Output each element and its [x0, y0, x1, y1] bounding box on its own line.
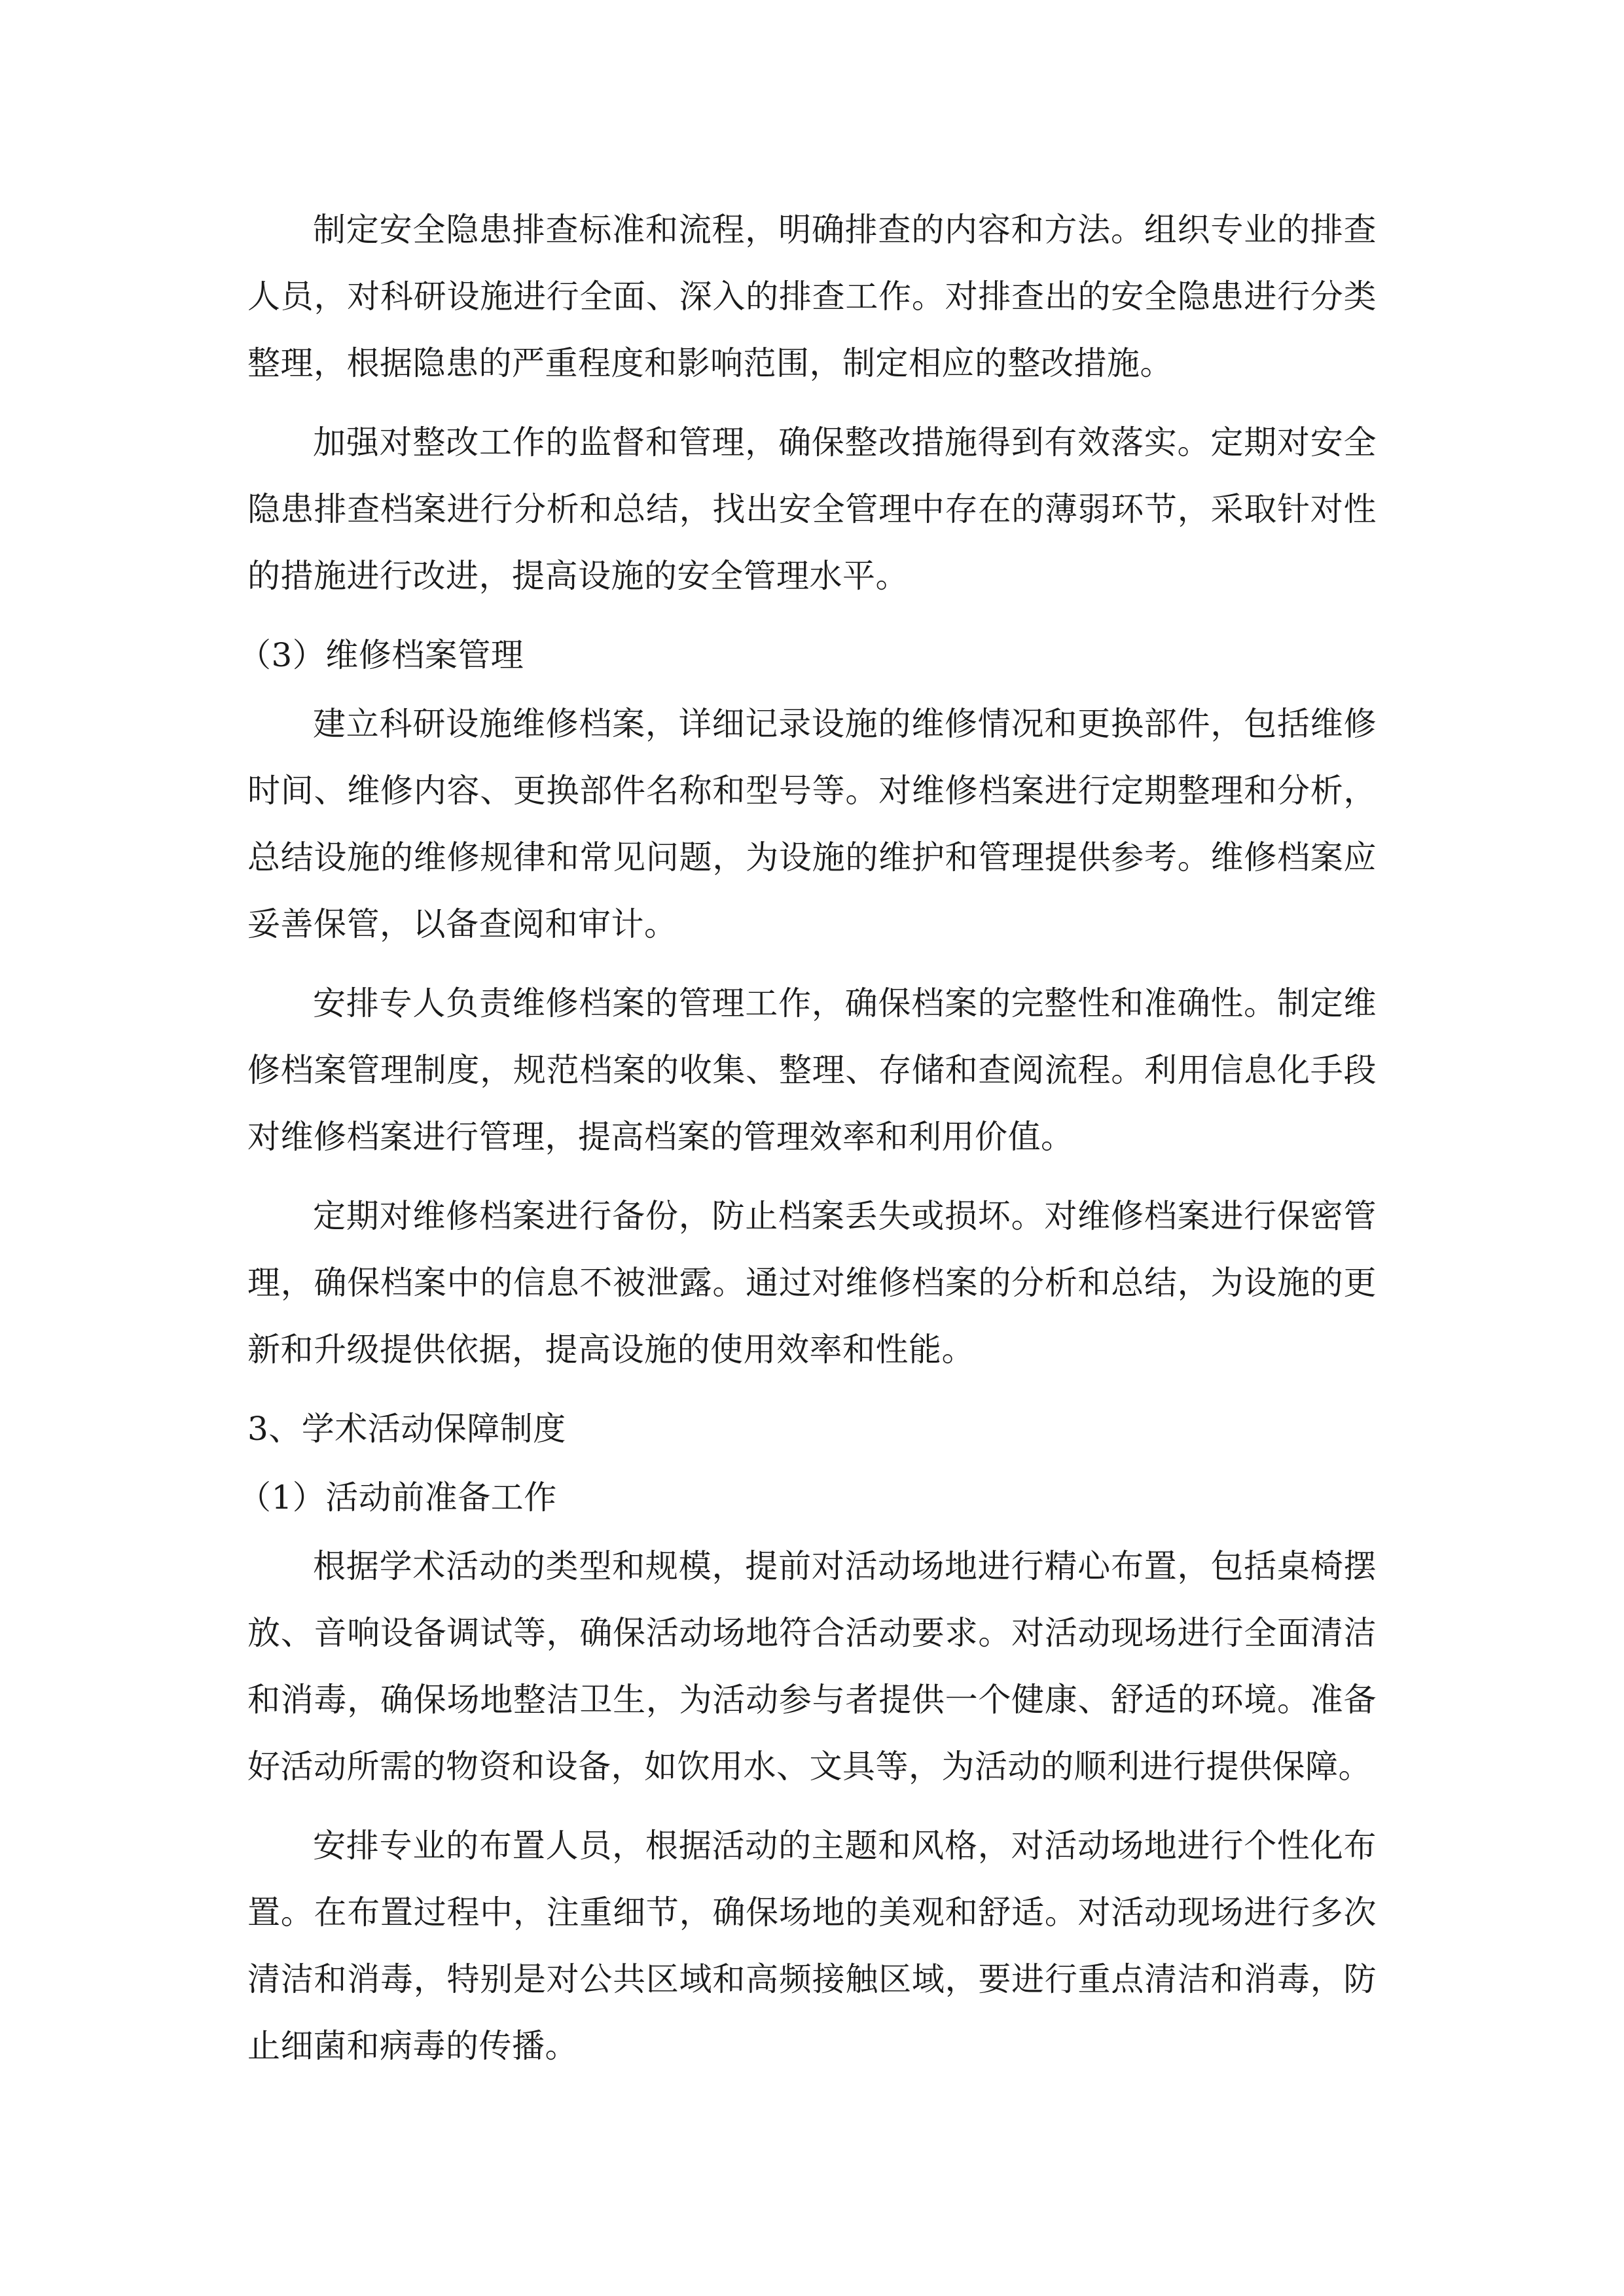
- paragraph-venue-decoration: 安排专业的布置人员，根据活动的主题和风格，对活动场地进行个性化布置。在布置过程中，注重细节，确保场地的美观和舒适。对活动现场进行多次清洁和消毒，特别是对公共区域和高频接触区域，要进行重点清洁和消毒，防止细菌和病毒的传播。: [247, 1827, 1377, 2065]
- section-heading-academic-activity: 3、学术活动保障制度: [247, 1410, 566, 1448]
- paragraph-archive-backup: 定期对维修档案进行备份，防止档案丢失或损坏。对维修档案进行保密管理，确保档案中的信息不被泄露。通过对维修档案的分析和总结，为设施的更新和升级提供依据，提高设施的使用效率和性能。: [247, 1197, 1377, 1369]
- paragraph-hazard-standards: 制定安全隐患排查标准和流程，明确排查的内容和方法。组织专业的排查人员，对科研设施进行全面、深入的排查工作。对排查出的安全隐患进行分类整理，根据隐患的严重程度和影响范围，制定相应的整改措施。: [247, 211, 1377, 382]
- paragraph-maintenance-archive-setup: 建立科研设施维修档案，详细记录设施的维修情况和更换部件，包括维修时间、维修内容、更换部件名称和型号等。对维修档案进行定期整理和分析，总结设施的维修规律和常见问题，为设施的维护和管理提供参考。维修档案应妥善保管，以备查阅和审计。: [247, 705, 1377, 943]
- paragraph-venue-preparation: 根据学术活动的类型和规模，提前对活动场地进行精心布置，包括桌椅摆放、音响设备调试等，确保活动场地符合活动要求。对活动现场进行全面清洁和消毒，确保场地整洁卫生，为活动参与者提供一个健康、舒适的环境。准备好活动所需的物资和设备，如饮用水、文具等，为活动的顺利进行提供保障。: [247, 1547, 1377, 1785]
- document-body: [238, 196, 1377, 2092]
- subheading-pre-activity-preparation: （1）活动前准备工作: [238, 1479, 557, 1516]
- paragraph-archive-management: 安排专人负责维修档案的管理工作，确保档案的完整性和准确性。制定维修档案管理制度，规范档案的收集、整理、存储和查阅流程。利用信息化手段对维修档案进行管理，提高档案的管理效率和利用价值。: [247, 984, 1377, 1156]
- paragraph-rectification-supervision: 加强对整改工作的监督和管理，确保整改措施得到有效落实。定期对安全隐患排查档案进行分析和总结，找出安全管理中存在的薄弱环节，采取针对性的措施进行改进，提高设施的安全管理水平。: [247, 423, 1377, 595]
- subheading-maintenance-archive: （3）维修档案管理: [238, 636, 524, 674]
